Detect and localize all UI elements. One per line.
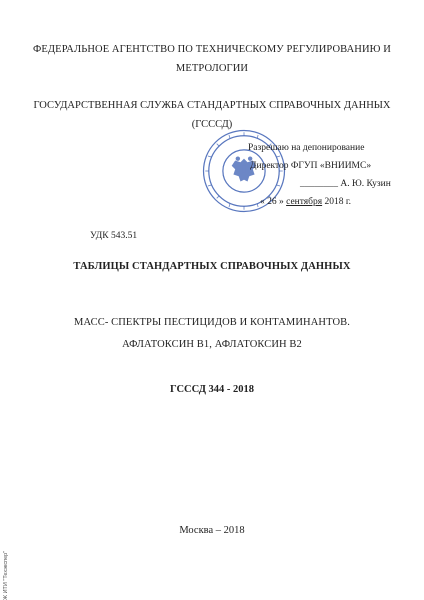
approval-line-2: Директор ФГУП «ВНИИМС» [250,161,372,171]
approval-signature-line [248,175,418,193]
udk-code: УДК 543.51 [90,231,138,241]
agency-line-2: МЕТРОЛОГИИ [175,63,249,74]
approval-block [248,139,418,211]
agency-line-1: ФЕДЕРАЛЬНОЕ АГЕНТСТВО ПО ТЕХНИЧЕСКОМУ РЕГУЛИРОВАНИЮ И [33,44,391,55]
subject-line-1: МАСС- СПЕКТРЫ ПЕСТИЦИДОВ И КОНТАМИНАНТОВ. [74,317,350,328]
city-year: Москва – 2018 [179,525,245,536]
side-note: Ж ИТИ "Техэкспер" [3,550,9,600]
document-code: ГСССД 344 - 2018 [169,384,255,395]
date-year: 2018 г. [324,197,352,207]
document-subject [0,312,424,356]
document-title: ТАБЛИЦЫ СТАНДАРТНЫХ СПРАВОЧНЫХ ДАННЫХ [73,261,351,272]
approval-date [248,193,418,211]
signature-blank: ________ [300,179,338,189]
service-line-1: ГОСУДАРСТВЕННАЯ СЛУЖБА СТАНДАРТНЫХ СПРАВОЧНЫХ ДАННЫХ [33,100,391,111]
date-day: « 26 » [260,197,284,207]
subject-line-2: АФЛАТОКСИН В1, АФЛАТОКСИН В2 [122,339,302,350]
date-month: сентября [286,197,323,207]
signer-name: А. Ю. Кузин [340,179,391,189]
approval-line-1: Разрешаю на депонирование [248,143,365,153]
service-line-2: (ГСССД) [191,119,233,130]
agency-header [0,40,424,78]
